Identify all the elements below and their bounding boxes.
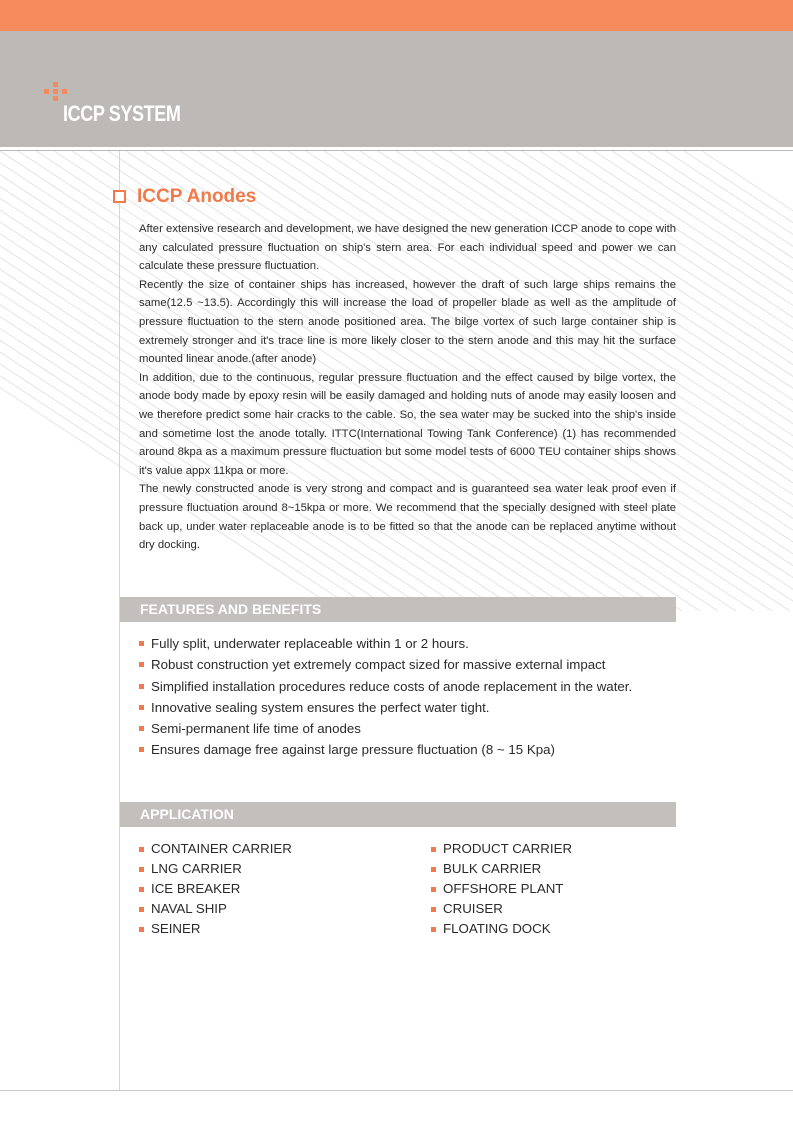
list-item: Simplified installation procedures reduce costs of anode replacement in the water.	[139, 676, 632, 697]
list-item: BULK CARRIER	[431, 859, 572, 879]
square-bullet-icon	[139, 747, 144, 752]
application-list-left	[139, 839, 292, 939]
section-title: ICCP Anodes	[137, 186, 257, 207]
application-list-right	[431, 839, 572, 939]
square-bullet-icon	[139, 847, 144, 852]
list-item: Robust construction yet extremely compact sized for massive external impact	[139, 654, 632, 675]
top-accent-bar	[0, 0, 793, 31]
square-bullet-icon	[431, 907, 436, 912]
square-bullet-icon	[139, 705, 144, 710]
paragraph: Recently the size of container ships has increased, however the draft of such large ships remains the same(12.5 ~13.5). Accordingly this will increase the load of propeller blade as well as the amplitude of pressure fluctuation to the stern anode positioned area. The bilge vortex of such large container ship is extremely stronger and it's trace line is more likely closer to the stern anode and this may hit the surface mounted linear anode.(after anode)	[139, 278, 676, 366]
header-band	[0, 31, 793, 147]
application-heading: APPLICATION	[140, 806, 234, 822]
application-heading-bar	[120, 802, 676, 827]
square-bullet-icon	[139, 641, 144, 646]
features-heading: FEATURES AND BENEFITS	[140, 601, 322, 617]
square-bullet-icon	[431, 867, 436, 872]
square-bullet-icon	[139, 684, 144, 689]
list-item: PRODUCT CARRIER	[431, 839, 572, 859]
list-item: OFFSHORE PLANT	[431, 879, 572, 899]
square-bullet-icon	[139, 887, 144, 892]
square-bullet-icon	[139, 907, 144, 912]
list-item: LNG CARRIER	[139, 859, 292, 879]
list-item: CRUISER	[431, 899, 572, 919]
list-item: Semi-permanent life time of anodes	[139, 718, 632, 739]
list-item: NAVAL SHIP	[139, 899, 292, 919]
list-item: Fully split, underwater replaceable within 1 or 2 hours.	[139, 633, 632, 654]
square-bullet-icon	[139, 867, 144, 872]
list-item: ICE BREAKER	[139, 879, 292, 899]
square-bullet-icon	[139, 927, 144, 932]
square-bullet-icon	[139, 662, 144, 667]
square-bullet-icon	[431, 847, 436, 852]
body-text	[139, 220, 676, 555]
features-list	[139, 633, 632, 761]
paragraph: After extensive research and development, we have designed the new generation ICCP anode to cope with any calculated pressure fluctuation on ship's stern area. For each individual speed and power we can calculate these pressure fluctuation.	[139, 223, 676, 273]
page-title: ICCP SYSTEM	[63, 101, 181, 126]
square-bullet-icon	[431, 927, 436, 932]
square-outline-icon	[113, 190, 126, 203]
paragraph: In addition, due to the continuous, regular pressure fluctuation and the effect caused by bilge vortex, the anode body made by epoxy resin will be easily damaged and holding nuts of anode may easily loosen and we therefore predict some hair cracks to the cable. So, the sea water may be sucked into the ship's inside and sometime lost the anode totally. ITTC(International Towing Tank Conference) (1) has recommended around 8kpa as a maximum pressure fluctuation but some model tests of 6000 TEU container ships shows it's value appx 11kpa or more.	[139, 371, 676, 477]
list-item: Ensures damage free against large pressure fluctuation (8 ~ 15 Kpa)	[139, 739, 632, 760]
list-item: SEINER	[139, 919, 292, 939]
list-item: FLOATING DOCK	[431, 919, 572, 939]
list-item: CONTAINER CARRIER	[139, 839, 292, 859]
list-item: Innovative sealing system ensures the perfect water tight.	[139, 697, 632, 718]
square-bullet-icon	[139, 726, 144, 731]
features-heading-bar	[120, 597, 676, 622]
paragraph: The newly constructed anode is very strong and compact and is guaranteed sea water leak proof even if pressure fluctuation around 8~15kpa or more. We recommend that the specially designed with steel plate back up, under water replaceable anode is to be fitted so that the anode can be replaced anytime without dry docking.	[139, 483, 676, 552]
footer-rule	[0, 1090, 793, 1091]
square-bullet-icon	[431, 887, 436, 892]
